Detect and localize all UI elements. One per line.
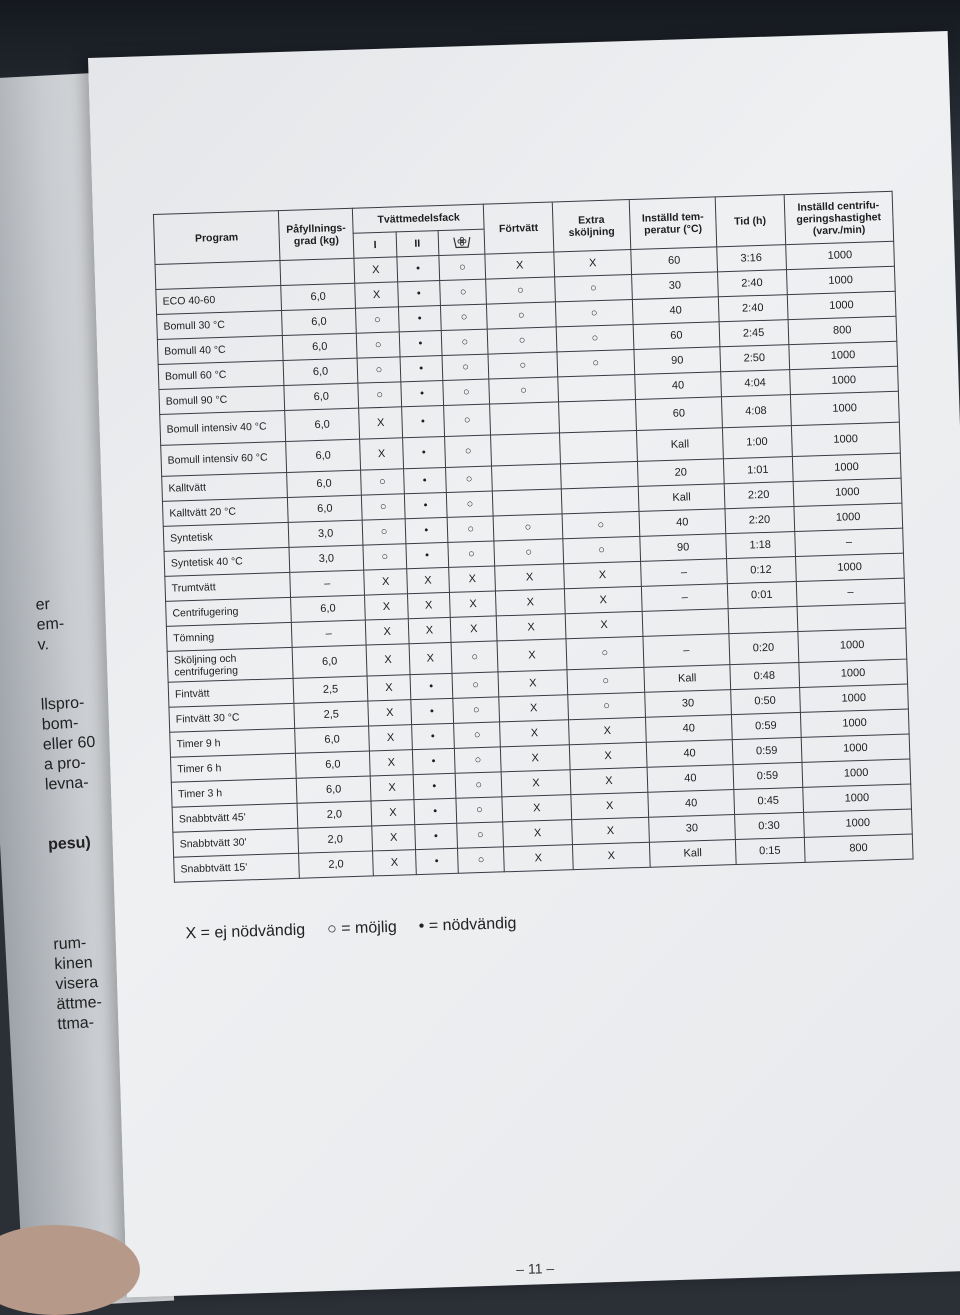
header-prewash: Förtvätt: [484, 202, 554, 254]
cell-load: 6,0: [287, 495, 362, 522]
cell-extra-rinse: ○: [556, 324, 635, 351]
cell-compartment-2: •: [401, 406, 444, 438]
cell-compartment-softener: ○: [440, 279, 487, 305]
cell-time: 0:30: [734, 812, 804, 839]
cell-extra-rinse: ○: [562, 511, 641, 538]
cell-compartment-2: •: [399, 331, 442, 357]
cell-prewash: ○: [494, 514, 563, 541]
cell-compartment-1: X: [371, 800, 414, 826]
cell-program: Bomull 40 °C: [157, 336, 282, 365]
cell-load: 6,0: [280, 283, 355, 310]
cell-load: 6,0: [284, 408, 360, 441]
cell-prewash: X: [504, 845, 573, 872]
cell-load: 6,0: [281, 308, 356, 335]
cell-prewash: X: [502, 795, 571, 822]
cell-compartment-softener: ○: [439, 254, 486, 280]
cell-compartment-2: X: [406, 567, 449, 593]
cell-compartment-softener: ○: [444, 404, 491, 436]
cell-time: 0:59: [732, 737, 802, 764]
right-page: [88, 31, 960, 1297]
cell-compartment-softener: ○: [457, 847, 504, 873]
cell-temp: 40: [647, 765, 733, 793]
cell-load: –: [291, 620, 366, 647]
cell-compartment-softener: ○: [448, 541, 495, 567]
cell-extra-rinse: X: [571, 817, 650, 844]
left-page-text: visera: [55, 974, 99, 994]
cell-load: 2,5: [293, 676, 368, 703]
cell-time: 2:40: [718, 295, 788, 322]
cell-load: 6,0: [295, 751, 370, 778]
cell-extra-rinse: [558, 399, 637, 432]
left-page-text: eller 60: [42, 733, 96, 754]
cell-compartment-2: •: [414, 798, 457, 824]
cell-temp: 40: [639, 509, 725, 537]
cell-time: 1:00: [722, 426, 792, 459]
cell-load: 6,0: [286, 470, 361, 497]
cell-extra-rinse: X: [563, 561, 642, 588]
cell-temp: Kall: [650, 840, 736, 868]
cell-compartment-softener: ○: [452, 672, 499, 698]
cell-program: Bomull 90 °C: [159, 386, 284, 415]
cell-spin: 1000: [802, 784, 911, 812]
cell-prewash: X: [503, 820, 572, 847]
cell-spin: 1000: [803, 809, 912, 837]
cell-prewash: X: [497, 614, 566, 641]
cell-temp: 30: [645, 690, 731, 718]
cell-compartment-2: •: [411, 723, 454, 749]
cell-extra-rinse: X: [553, 250, 632, 277]
cell-load: 6,0: [296, 776, 371, 803]
cell-program: Timer 9 h: [170, 728, 295, 757]
cell-load: 6,0: [285, 439, 361, 472]
cell-prewash: ○: [489, 377, 558, 404]
cell-prewash: [490, 402, 559, 435]
cell-compartment-2: •: [414, 823, 457, 849]
cell-compartment-1: X: [373, 850, 416, 876]
cell-load: 6,0: [283, 358, 358, 385]
left-page-text: ttma-: [57, 1014, 95, 1034]
cell-time: 2:20: [724, 507, 794, 534]
cell-prewash: X: [500, 720, 569, 747]
header-extra-rinse: Extra sköljning: [552, 200, 631, 252]
cell-extra-rinse: X: [572, 842, 651, 869]
cell-prewash: X: [501, 745, 570, 772]
cell-compartment-2: •: [405, 517, 448, 543]
cell-extra-rinse: ○: [562, 536, 641, 563]
cell-compartment-1: ○: [363, 519, 406, 545]
cell-prewash: [493, 489, 562, 516]
cell-time: 2:50: [719, 345, 789, 372]
header-detergent: Tvättmedelsfack: [353, 204, 485, 233]
cell-program: Kalltvätt: [162, 472, 287, 501]
left-page-text: bom-: [41, 714, 79, 734]
cell-compartment-softener: ○: [446, 491, 493, 517]
cell-temp: Kall: [644, 665, 730, 693]
cell-compartment-2: •: [412, 748, 455, 774]
cell-temp: 40: [648, 790, 734, 818]
cell-spin: –: [796, 578, 905, 606]
cell-compartment-1: ○: [357, 357, 400, 383]
cell-program: Fintvätt: [168, 678, 293, 707]
cell-spin: 1000: [787, 291, 896, 319]
cell-time: 0:15: [735, 837, 805, 864]
cell-prewash: ○: [488, 352, 557, 379]
cell-temp: Kall: [637, 428, 723, 462]
program-table: [153, 191, 914, 883]
header-load: Påfyllnings-grad (kg): [278, 208, 354, 260]
cell-spin: 1000: [793, 478, 902, 506]
cell-prewash: X: [502, 770, 571, 797]
cell-compartment-1: X: [368, 700, 411, 726]
header-program: Program: [153, 211, 279, 265]
cell-prewash: X: [498, 670, 567, 697]
cell-spin: 1000: [795, 553, 904, 581]
cell-load: 2,0: [298, 826, 373, 853]
cell-extra-rinse: [560, 461, 639, 488]
cell-time: 0:45: [733, 787, 803, 814]
cell-compartment-softener: ○: [441, 329, 488, 355]
cell-extra-rinse: [561, 486, 640, 513]
cell-program: Bomull intensiv 40 °C: [160, 411, 286, 446]
cell-extra-rinse: X: [564, 586, 643, 613]
legend: [185, 915, 516, 943]
cell-compartment-softener: ○: [443, 379, 490, 405]
cell-compartment-softener: ○: [442, 354, 489, 380]
cell-program: Snabbtvätt 30': [173, 828, 298, 857]
cell-prewash: ○: [494, 539, 563, 566]
left-page-text: pesu): [47, 834, 92, 854]
cell-compartment-1: X: [369, 725, 412, 751]
cell-program: Snabbtvätt 45': [172, 803, 297, 832]
cell-time: [728, 607, 798, 634]
cell-spin: 1000: [792, 453, 901, 481]
left-page-text: em-: [36, 615, 65, 634]
cell-prewash: ○: [486, 277, 555, 304]
cell-time: 4:04: [720, 370, 790, 397]
cell-extra-rinse: [557, 374, 636, 401]
cell-compartment-softener: ○: [455, 772, 502, 798]
cell-temp: Kall: [639, 484, 725, 512]
cell-program: Timer 3 h: [171, 778, 296, 807]
cell-compartment-1: ○: [362, 494, 405, 520]
cell-compartment-softener: X: [450, 616, 497, 642]
cell-compartment-1: ○: [358, 382, 401, 408]
cell-compartment-1: X: [370, 750, 413, 776]
cell-load: 6,0: [290, 595, 365, 622]
cell-compartment-2: •: [404, 492, 447, 518]
cell-compartment-softener: ○: [454, 747, 501, 773]
cell-extra-rinse: [559, 430, 638, 463]
cell-program: Fintvätt 30 °C: [169, 703, 294, 732]
cell-program: Bomull 60 °C: [158, 361, 283, 390]
cell-extra-rinse: ○: [554, 275, 633, 302]
cell-time: 3:16: [716, 245, 786, 272]
cell-compartment-1: X: [372, 825, 415, 851]
cell-compartment-softener: ○: [457, 822, 504, 848]
cell-compartment-softener: ○: [456, 797, 503, 823]
cell-temp: –: [643, 634, 729, 668]
cell-compartment-softener: ○: [446, 466, 493, 492]
cell-time: 2:45: [719, 320, 789, 347]
cell-compartment-1: X: [359, 407, 402, 439]
cell-compartment-1: X: [355, 282, 398, 308]
legend-possible: ○ = möjlig: [326, 918, 398, 938]
cell-program: Kalltvätt 20 °C: [162, 497, 287, 526]
cell-spin: 1000: [785, 241, 894, 269]
cell-extra-rinse: X: [565, 611, 644, 638]
cell-compartment-1: X: [371, 775, 414, 801]
cell-time: 0:50: [730, 687, 800, 714]
cell-prewash: ○: [488, 327, 557, 354]
cell-compartment-2: •: [410, 673, 453, 699]
cell-program: Trumtvätt: [165, 572, 290, 601]
cell-spin: 1000: [799, 684, 908, 712]
cell-compartment-softener: X: [449, 566, 496, 592]
cell-spin: 1000: [798, 659, 907, 687]
cell-time: 1:01: [723, 457, 793, 484]
flower-wash-icon: [451, 235, 471, 250]
cell-load: 6,0: [292, 645, 368, 678]
cell-time: 0:59: [733, 762, 803, 789]
cell-compartment-2: •: [402, 436, 445, 468]
cell-time: 0:01: [727, 582, 797, 609]
cell-compartment-1: ○: [356, 307, 399, 333]
cell-time: 2:20: [724, 482, 794, 509]
cell-time: 0:48: [729, 662, 799, 689]
cell-extra-rinse: ○: [567, 692, 646, 719]
cell-compartment-1: ○: [357, 332, 400, 358]
cell-temp: 90: [640, 534, 726, 562]
cell-time: 4:08: [721, 395, 791, 428]
cell-temp: 30: [649, 815, 735, 843]
legend-required: • = nödvändig: [418, 914, 517, 936]
cell-spin: 1000: [786, 266, 895, 294]
cell-spin: 1000: [789, 341, 898, 369]
cell-compartment-2: •: [397, 281, 440, 307]
cell-program: Snabbtvätt 15': [174, 853, 299, 882]
cell-spin: [797, 603, 906, 631]
header-compartment-1: I: [354, 232, 397, 258]
cell-compartment-softener: ○: [440, 304, 487, 330]
cell-compartment-1: X: [354, 257, 397, 283]
left-page-text: er: [35, 596, 51, 614]
cell-compartment-2: X: [409, 642, 452, 674]
cell-compartment-softener: ○: [451, 641, 498, 673]
left-page-text: v.: [37, 636, 50, 654]
cell-time: 0:59: [731, 712, 801, 739]
header-temp: Inställd tem-peratur (°C): [630, 197, 717, 250]
cell-compartment-1: X: [366, 644, 409, 676]
cell-compartment-1: X: [364, 569, 407, 595]
cell-temp: 60: [634, 322, 720, 350]
cell-spin: 1000: [794, 503, 903, 531]
cell-program: Tömning: [166, 622, 291, 651]
header-spin: Inställd centrifu-geringshastighet (varv./min): [784, 191, 894, 244]
cell-prewash: [492, 464, 561, 491]
cell-temp: 20: [638, 459, 724, 487]
cell-time: 0:12: [726, 557, 796, 584]
cell-compartment-2: •: [415, 848, 458, 874]
cell-compartment-1: X: [367, 675, 410, 701]
cell-spin: 1000: [791, 422, 900, 456]
left-page-text: llspro-: [40, 694, 85, 714]
cell-extra-rinse: ○: [566, 667, 645, 694]
cell-program: Bomull 30 °C: [157, 311, 282, 340]
cell-extra-rinse: ○: [556, 349, 635, 376]
cell-compartment-1: ○: [361, 469, 404, 495]
cell-compartment-2: •: [397, 256, 440, 282]
cell-extra-rinse: X: [570, 792, 649, 819]
cell-load: 3,0: [289, 545, 364, 572]
left-page-text: ättme-: [56, 993, 103, 1014]
cell-load: 6,0: [282, 333, 357, 360]
cell-compartment-2: •: [411, 698, 454, 724]
cell-temp: [643, 609, 729, 637]
cell-prewash: X: [497, 639, 566, 672]
cell-time: 1:18: [725, 532, 795, 559]
header-time: Tid (h): [715, 195, 786, 247]
cell-program: Syntetisk 40 °C: [164, 547, 289, 576]
header-compartment-softener: [438, 229, 485, 255]
cell-spin: –: [794, 528, 903, 556]
cell-compartment-softener: ○: [454, 722, 501, 748]
cell-prewash: X: [499, 695, 568, 722]
cell-compartment-softener: ○: [447, 516, 494, 542]
cell-load: –: [289, 570, 364, 597]
legend-x: X = ej nödvändig: [185, 921, 306, 943]
left-page-text: kinen: [53, 954, 94, 974]
cell-load: 6,0: [284, 383, 359, 410]
cell-temp: 60: [636, 397, 722, 431]
left-page-text: a pro-: [43, 754, 87, 774]
cell-load: 2,5: [294, 701, 369, 728]
cell-compartment-2: •: [398, 306, 441, 332]
cell-temp: 40: [635, 372, 721, 400]
cell-compartment-softener: X: [449, 591, 496, 617]
cell-prewash: [491, 433, 560, 466]
cell-compartment-softener: ○: [445, 435, 492, 467]
cell-compartment-1: X: [365, 594, 408, 620]
cell-program: Timer 6 h: [171, 753, 296, 782]
cell-load: 2,0: [297, 801, 372, 828]
cell-spin: 1000: [802, 759, 911, 787]
cell-compartment-2: •: [403, 467, 446, 493]
cell-spin: 1000: [790, 391, 899, 425]
cell-extra-rinse: ○: [565, 636, 644, 669]
cell-temp: 30: [632, 272, 718, 300]
cell-load: 6,0: [294, 726, 369, 753]
cell-compartment-2: X: [408, 617, 451, 643]
cell-temp: 40: [633, 297, 719, 325]
cell-compartment-2: •: [413, 773, 456, 799]
cell-program: Bomull intensiv 60 °C: [161, 441, 287, 476]
cell-compartment-2: •: [401, 381, 444, 407]
left-page-text: levna-: [44, 774, 89, 794]
cell-temp: –: [641, 559, 727, 587]
cell-prewash: X: [495, 564, 564, 591]
cell-compartment-2: X: [407, 592, 450, 618]
cell-extra-rinse: X: [569, 742, 648, 769]
cell-temp: 60: [631, 247, 717, 275]
cell-load: [280, 258, 355, 285]
cell-prewash: X: [496, 589, 565, 616]
cell-compartment-1: ○: [363, 544, 406, 570]
cell-load: 2,0: [298, 851, 373, 878]
cell-compartment-2: •: [400, 356, 443, 382]
cell-temp: 40: [646, 715, 732, 743]
cell-prewash: X: [485, 252, 554, 279]
cell-program: Syntetisk: [163, 522, 288, 551]
cell-temp: –: [642, 584, 728, 612]
cell-compartment-softener: ○: [453, 697, 500, 723]
cell-temp: 90: [634, 347, 720, 375]
cell-compartment-1: X: [360, 438, 403, 470]
cell-spin: 800: [788, 316, 897, 344]
cell-time: 2:40: [717, 270, 787, 297]
cell-spin: 800: [804, 834, 913, 862]
cell-extra-rinse: ○: [555, 300, 634, 327]
cell-temp: 40: [647, 740, 733, 768]
cell-load: 3,0: [288, 520, 363, 547]
header-compartment-2: II: [396, 231, 439, 257]
cell-program: ECO 40-60: [156, 286, 281, 315]
cell-time: 0:20: [728, 631, 798, 664]
cell-extra-rinse: X: [568, 717, 647, 744]
cell-spin: 1000: [801, 734, 910, 762]
cell-spin: 1000: [798, 628, 907, 662]
cell-compartment-2: •: [406, 542, 449, 568]
cell-spin: 1000: [800, 709, 909, 737]
left-page-text: rum-: [52, 934, 87, 954]
cell-program: Sköljning och centrifugering: [167, 647, 293, 682]
cell-spin: 1000: [789, 366, 898, 394]
page-number: – 11 –: [516, 1259, 555, 1278]
cell-prewash: ○: [487, 302, 556, 329]
cell-compartment-1: X: [366, 619, 409, 645]
cell-extra-rinse: X: [570, 767, 649, 794]
cell-program: Centrifugering: [166, 597, 291, 626]
